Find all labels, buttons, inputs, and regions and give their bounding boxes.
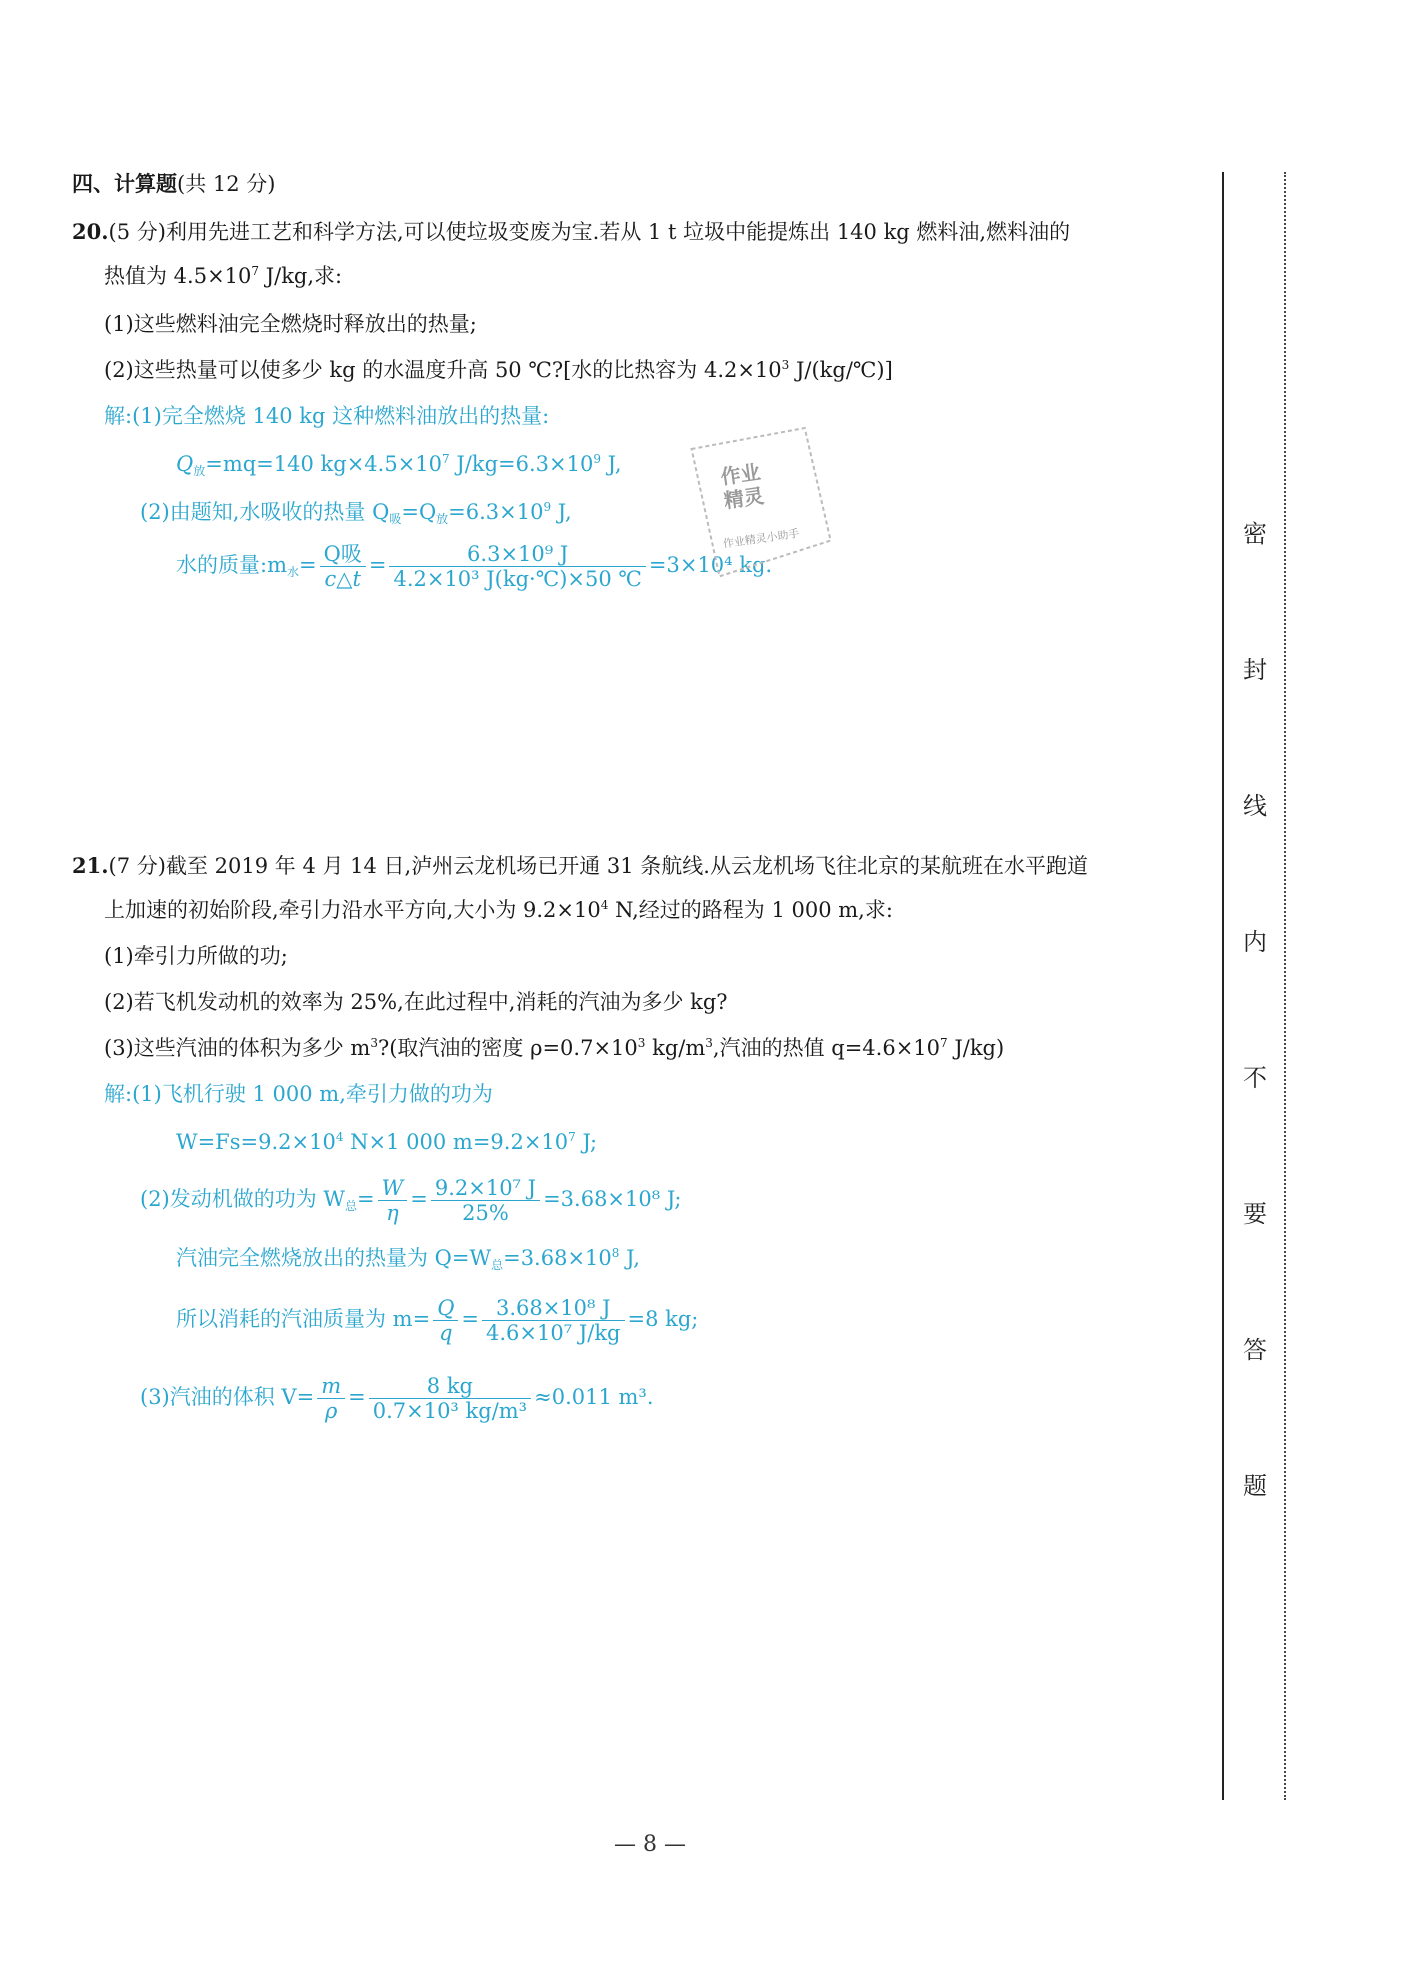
fraction-w-over-eta: $\frac{W}{\eta}$ (378, 1176, 408, 1225)
answer-20-line2: $Q_放=mq=140$ $kg\times 4.5\times 10^7$ $J/kg=6.3\times 10^9$ J, (176, 452, 622, 478)
answer-20-line1: 解:(1)完全燃烧 140 kg 这种燃料油放出的热量: (104, 404, 550, 428)
seal-char: 不 (1243, 1064, 1267, 1092)
question-21-sub2: (2)若飞机发动机的效率为 25%,在此过程中,消耗的汽油为多少 kg? (104, 990, 728, 1014)
fraction-heat-over-capacity: $\frac{\text{6.3×10⁹ J}}{\text{4.2×10³ J(kg·℃)×50 ℃}}$ (389, 542, 645, 591)
seal-char: 线 (1243, 792, 1267, 820)
seal-char: 封 (1243, 656, 1267, 684)
question-21-line2: 上加速的初始阶段,牵引力沿水平方向,大小为 $9.2\times 10^4$ N,经过的路程为 1 000 m,求: (104, 898, 893, 922)
fraction-q-over-ct: $\frac{\text{Q吸}}{c\triangle t}$ (320, 542, 366, 591)
question-20-sub2: (2)这些热量可以使多少 kg 的水温度升高 50 ℃?[水的比热容为 $4.2\times 10^3$ J/(kg/℃)] (104, 358, 893, 382)
answer-21-line1: 解:(1)飞机行驶 1 000 m,牵引力做的功为 (104, 1082, 493, 1106)
question-21-sub3: (3)这些汽油的体积为多少 $m^3$?(取汽油的密度 $\rho=0.7\times 10^3$ $kg/m^3$,汽油的热值 $q=4.6\times 10^7$ J/kg) (104, 1036, 1005, 1060)
seal-char: 密 (1243, 520, 1267, 548)
watermark-stamp (680, 421, 840, 589)
answer-20-line4: 水的质量$:m_水=$ $\frac{\text{Q吸}}{c\triangle t}$ = $\frac{\text{6.3×10⁹ J}}{\text{4.2×10³ J(kg·℃)×50 ℃}}$ =3×10⁴ kg. (176, 542, 773, 591)
question-20-line2: 热值为 $4.5\times 10^7$ J/kg,求: (104, 264, 343, 288)
answer-20-line3: (2)由题知,水吸收的热量 $Q_吸=Q_放=6.3\times 10^9$ J, (140, 500, 572, 526)
seal-char: 内 (1243, 928, 1267, 956)
seal-char: 题 (1243, 1472, 1267, 1500)
question-21-line1: 21.(7 分)截至 2019 年 4 月 14 日,泸州云龙机场已开通 31 条航线.从云龙机场飞往北京的某航班在水平跑道 (72, 853, 1088, 878)
stamp-text-3: 作业精灵小助手 (722, 526, 801, 551)
seal-char: 答 (1243, 1336, 1267, 1364)
stamp-text-1: 作业 (719, 459, 763, 490)
answer-21-line2: $W=Fs=9.2\times 10^4$ N×1 000 $m=9.2\times 10^7$ J; (176, 1130, 598, 1154)
question-20-sub1: (1)这些燃料油完全燃烧时释放出的热量; (104, 312, 477, 336)
section-heading: 四、计算题(共 12 分) (72, 171, 276, 196)
fraction-heat-over-value: $\frac{\text{3.68×10⁸ J}}{\text{4.6×10⁷ J/kg}}$ (482, 1296, 624, 1345)
answer-21-line5: 所以消耗的汽油质量为 m= $\frac{Q}{q}$ = $\frac{\text{3.68×10⁸ J}}{\text{4.6×10⁷ J/kg}}$ =8 kg; (176, 1296, 699, 1345)
question-21-number: 21. (72, 853, 109, 878)
seal-char: 要 (1243, 1200, 1267, 1228)
fraction-work-over-efficiency: $\frac{\text{9.2×10⁷ J}}{25\%}$ (431, 1176, 540, 1225)
answer-21-line6: (3)汽油的体积 V= $\frac{m}{\rho}$ = $\frac{8 kg}{\text{0.7×10³ kg/m³}}$ ≈0.011 m³. (140, 1374, 654, 1423)
fraction-m-over-rho: $\frac{m}{\rho}$ (317, 1374, 345, 1423)
seal-line-solid (1222, 172, 1224, 1800)
answer-21-line3: (2)发动机做的功为 $W_总=$ $\frac{W}{\eta}$ = $\frac{\text{9.2×10⁷ J}}{25\%}$ =3.68×10⁸ J; (140, 1176, 682, 1225)
page-number: — 8 — (614, 1832, 686, 1857)
question-20-line1: 20.(5 分)利用先进工艺和科学方法,可以使垃圾变废为宝.若从 1 t 垃圾中能提炼出 140 kg 燃料油,燃料油的 (72, 219, 1071, 244)
answer-21-line4: 汽油完全燃烧放出的热量为 $Q=W_总=3.68\times 10^8$ J, (176, 1246, 640, 1272)
fraction-mass-over-density: $\frac{8 kg}{\text{0.7×10³ kg/m³}}$ (369, 1374, 531, 1423)
stamp-text-2: 精灵 (722, 483, 766, 513)
question-20-number: 20. (72, 219, 109, 244)
question-21-sub1: (1)牵引力所做的功; (104, 944, 288, 968)
seal-line-dotted (1284, 172, 1286, 1800)
fraction-q-over-q: $\frac{Q}{q}$ (433, 1296, 458, 1345)
